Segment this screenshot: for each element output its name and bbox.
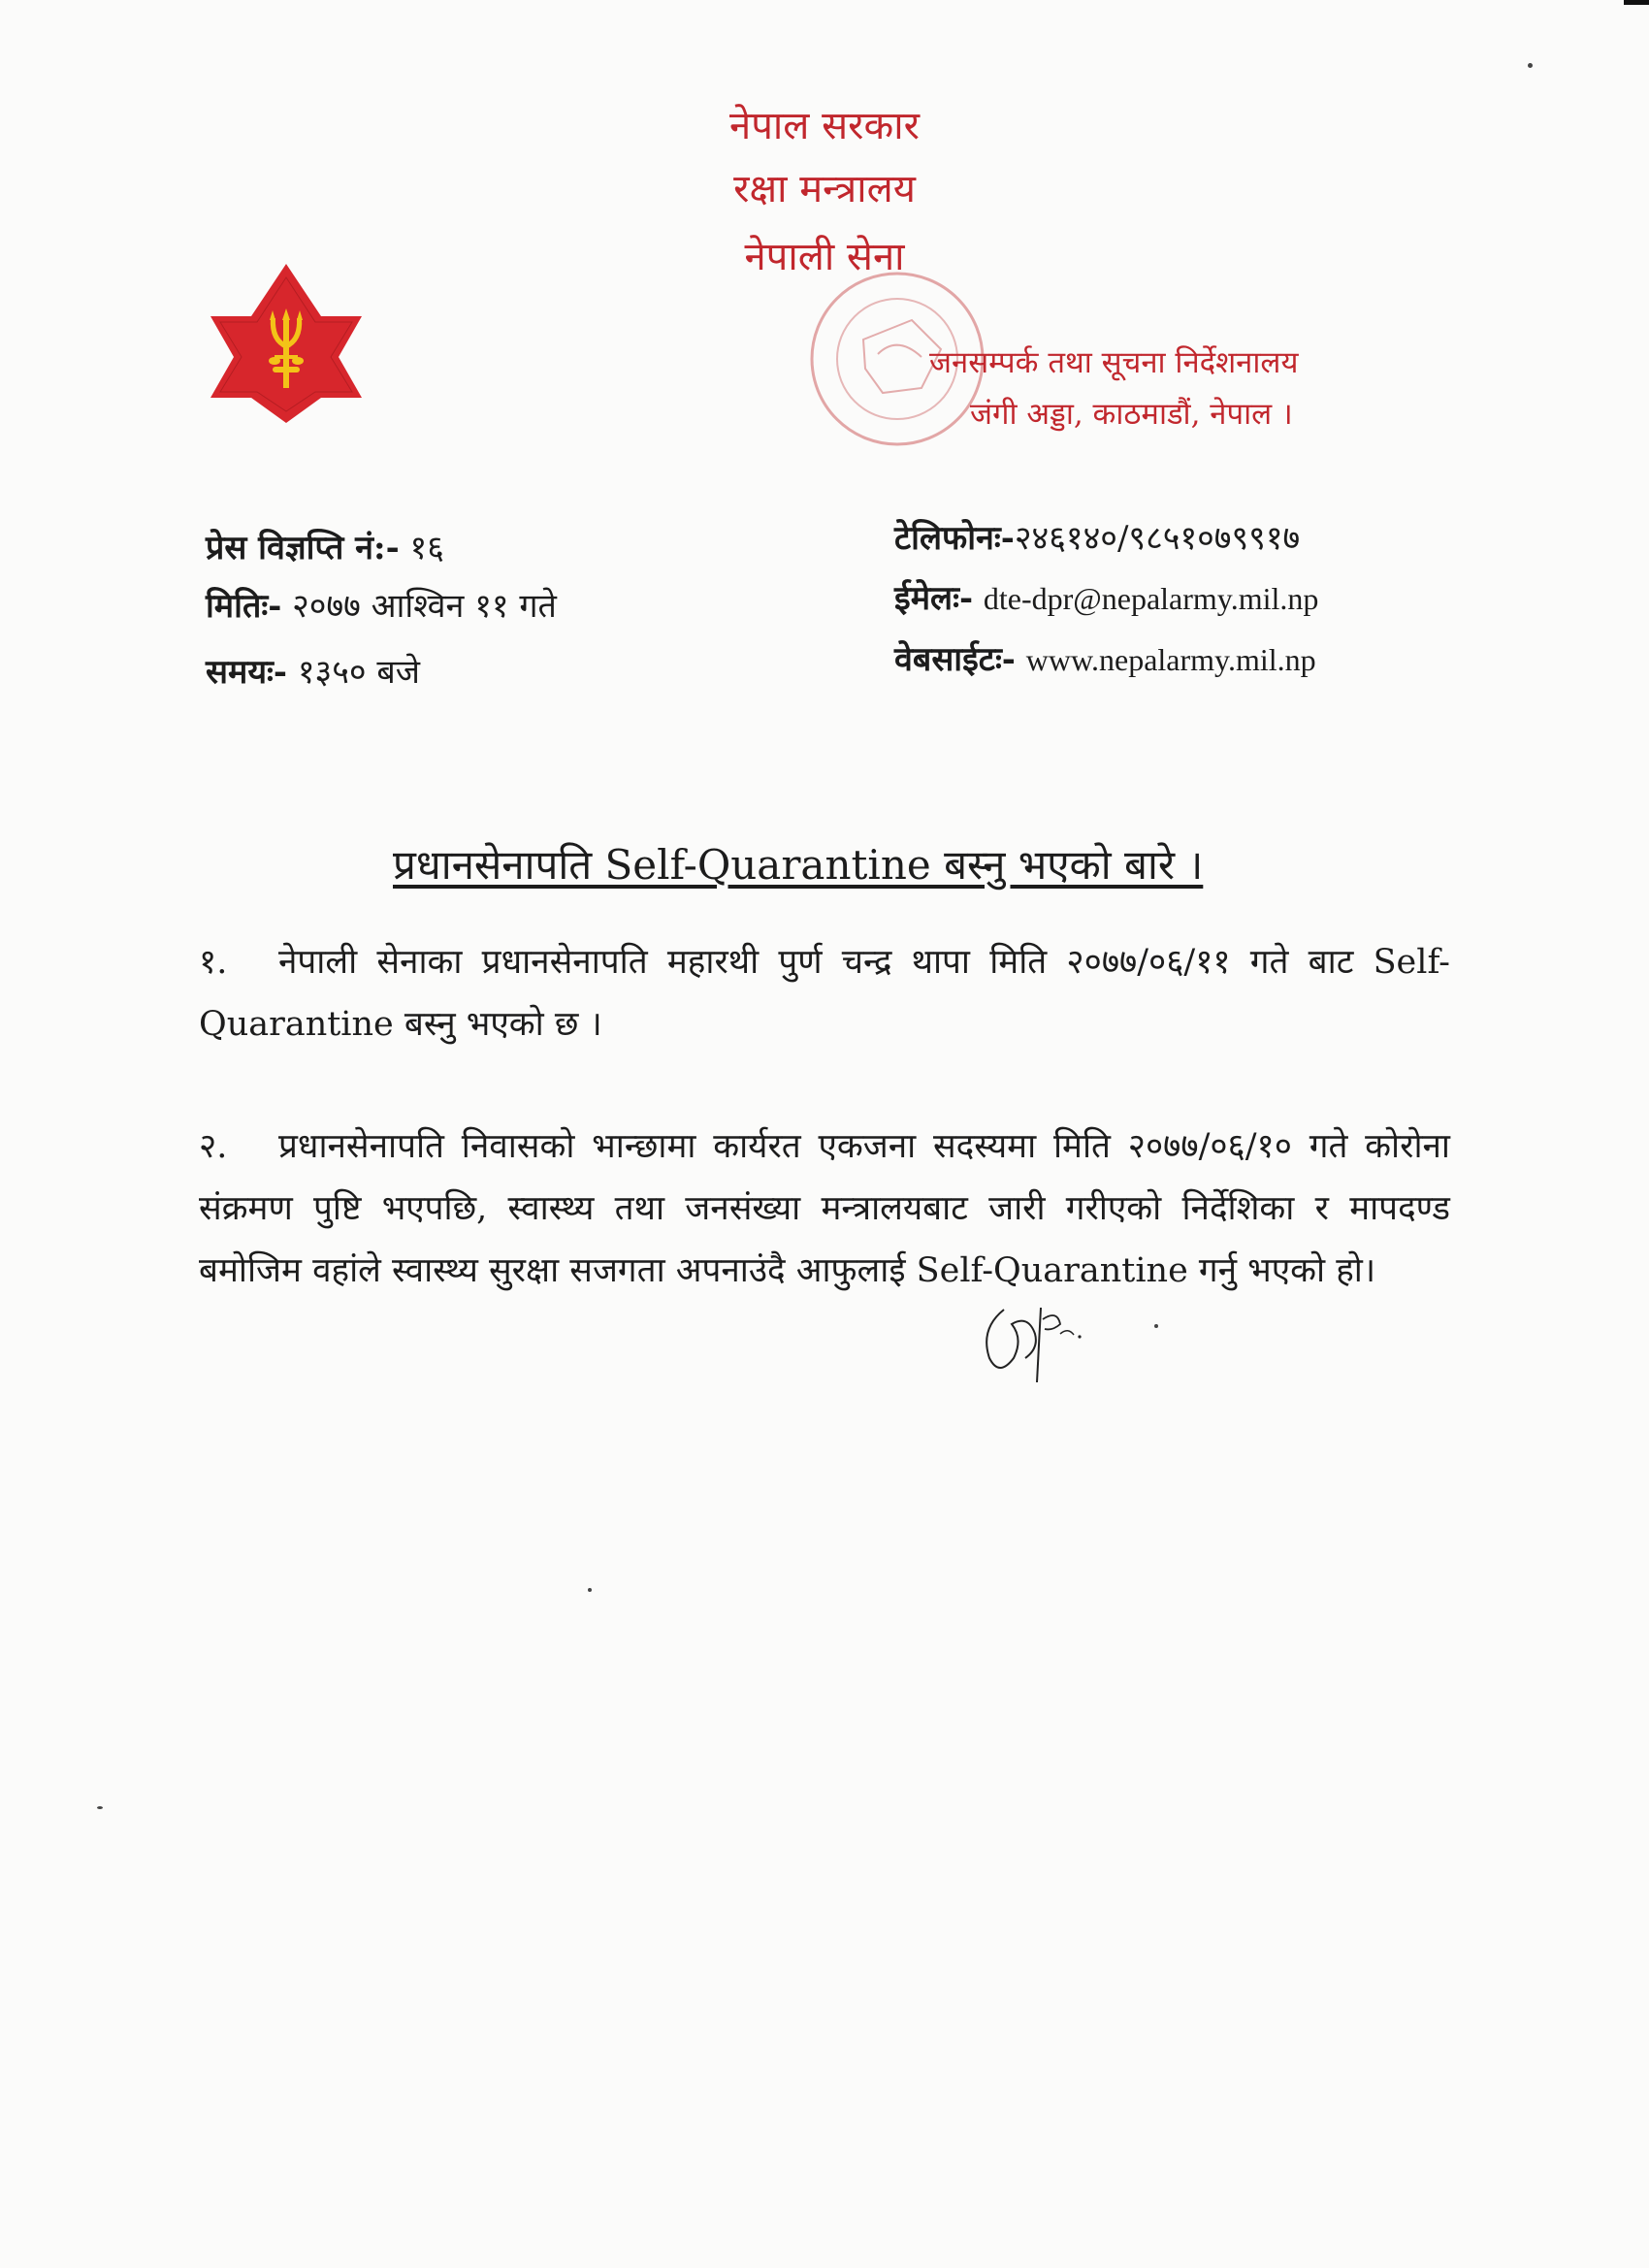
contact-email xyxy=(894,574,1318,619)
date-label: मितिः- xyxy=(206,587,282,626)
nepal-army-emblem-icon xyxy=(207,260,367,427)
scan-speck xyxy=(97,1806,103,1809)
press-release-number xyxy=(206,524,444,568)
contact-phone xyxy=(894,514,1300,559)
ministry-name: रक्षा मन्त्रालय xyxy=(733,167,916,211)
paragraph-number: २. xyxy=(199,1127,228,1166)
paragraph-2 xyxy=(199,1116,1450,1302)
press-release-label: प्रेस विज्ञप्ति नं:- xyxy=(206,529,400,567)
phone-value: २४६१४०/९८५१०७९९१७ xyxy=(1014,519,1301,558)
scan-speck xyxy=(588,1588,592,1592)
government-name: नेपाल सरकार xyxy=(729,104,920,148)
page-edge-mark xyxy=(1624,0,1649,5)
directorate-name: जनसम्पर्क तथा सूचना निर्देशनालय xyxy=(929,345,1299,380)
paragraph-1 xyxy=(199,931,1450,1055)
release-time xyxy=(206,648,420,693)
time-value: १३५० बजे xyxy=(297,653,420,692)
signature xyxy=(975,1290,1091,1387)
email-value: dte-dpr@nepalarmy.mil.np xyxy=(983,581,1319,616)
paragraph-text: प्रधानसेनापति निवासको भान्छामा कार्यरत एकजना सदस्यमा मिति २०७७/०६/१० गते कोरोना संक्रमण पुष्टि भएपछि, स्वास्थ्य तथा जनसंख्या मन्त्रालयबाट जारी गरीएको निर्देशिका र मापदण्ड बमोजिम वहांले स्वास्थ्य सुरक्षा सजगता अपनाउंदै आफुलाई Self-Quarantine गर्नु भएको हो। xyxy=(199,1127,1450,1290)
scan-speck xyxy=(1528,63,1533,68)
contact-website xyxy=(894,635,1316,680)
press-release-subject: प्रधानसेनापति Self-Quarantine बस्नु भएको बारे । xyxy=(393,841,1204,889)
phone-label: टेलिफोनः- xyxy=(894,519,1015,558)
website-value: www.nepalarmy.mil.np xyxy=(1025,642,1316,677)
organization-name: नेपाली सेना xyxy=(744,235,905,279)
date-value: २०७७ आश्विन ११ गते xyxy=(292,587,557,626)
directorate-address: जंगी अड्डा, काठमाडौं, नेपाल । xyxy=(970,397,1293,432)
paragraph-number: १. xyxy=(199,943,228,982)
press-release-value: १६ xyxy=(409,529,444,567)
website-label: वेबसाईटः- xyxy=(894,640,1016,679)
time-label: समयः- xyxy=(206,653,288,692)
release-date xyxy=(206,582,557,627)
scan-speck xyxy=(1154,1324,1158,1328)
paragraph-text: नेपाली सेनाका प्रधानसेनापति महारथी पुर्ण चन्द्र थापा मिति २०७७/०६/११ गते बाट Self-Quarantine बस्नु भएको छ । xyxy=(199,943,1450,1044)
email-label: ईमेलः- xyxy=(894,579,974,618)
